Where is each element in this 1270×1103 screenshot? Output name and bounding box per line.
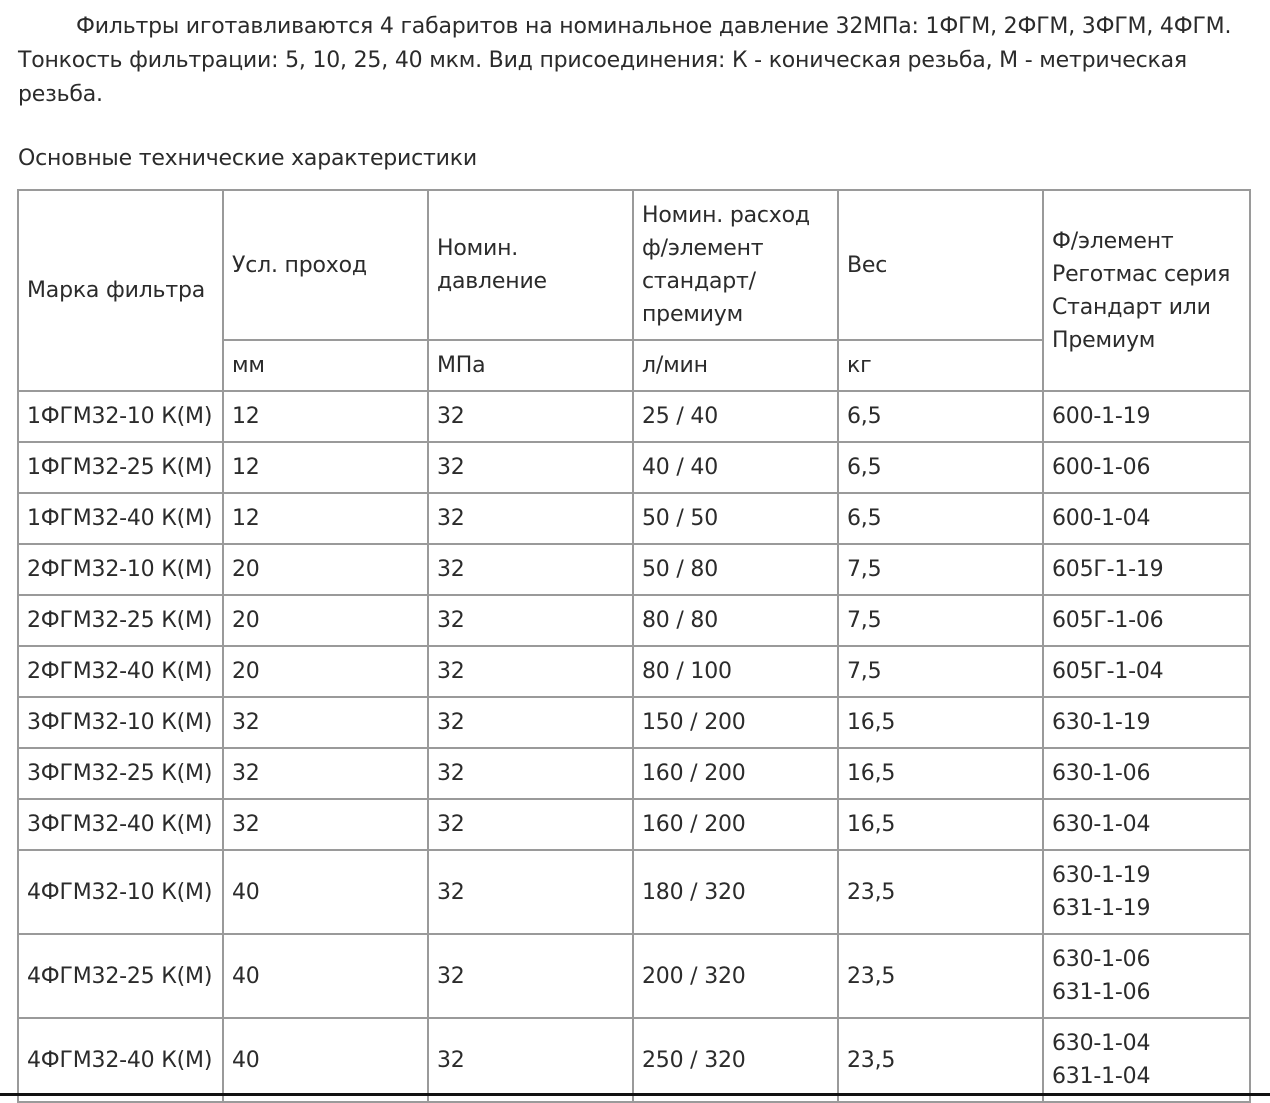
- cell-pressure: 32: [428, 697, 633, 748]
- cell-element: [1043, 442, 1250, 493]
- cell-passage: 40: [223, 850, 428, 934]
- cell-element: [1043, 1018, 1250, 1102]
- cell-brand: 2ФГМ32-10 К(М): [18, 544, 223, 595]
- cell-passage: 12: [223, 391, 428, 442]
- table-row: [18, 697, 1250, 748]
- cell-weight: 6,5: [838, 493, 1043, 544]
- element-code: 631-1-04: [1052, 1064, 1151, 1089]
- cell-brand: 3ФГМ32-25 К(М): [18, 748, 223, 799]
- intro-paragraph: Фильтры иготавливаются 4 габаритов на номинальное давление 32МПа: 1ФГМ, 2ФГМ, 3ФГМ, 4ФГМ. Тонкость фильтрации: 5, 10, 25, 40 мкм. Вид присоединения: К - коническая резьба, М - метрическая резьба.: [18, 14, 1232, 107]
- cell-weight: 6,5: [838, 391, 1043, 442]
- table-row: [18, 934, 1250, 1018]
- cell-passage: 40: [223, 934, 428, 1018]
- unit-pressure: МПа: [428, 340, 633, 391]
- cell-brand: 1ФГМ32-40 К(М): [18, 493, 223, 544]
- cell-weight: 23,5: [838, 1018, 1043, 1102]
- element-code: 630-1-04: [1052, 1031, 1151, 1056]
- element-code: 630-1-06: [1052, 947, 1151, 972]
- cell-flow: 80 / 80: [633, 595, 838, 646]
- cell-brand: 1ФГМ32-10 К(М): [18, 391, 223, 442]
- unit-flow: л/мин: [633, 340, 838, 391]
- cell-pressure: 32: [428, 748, 633, 799]
- cell-element: [1043, 748, 1250, 799]
- header-brand: Марка фильтра: [18, 190, 223, 391]
- table-row: [18, 646, 1250, 697]
- cell-passage: 32: [223, 697, 428, 748]
- cell-pressure: 32: [428, 493, 633, 544]
- element-code: 631-1-19: [1052, 896, 1151, 921]
- cell-flow: 200 / 320: [633, 934, 838, 1018]
- table-row: [18, 595, 1250, 646]
- element-code: 630-1-04: [1052, 812, 1151, 837]
- table-row: [18, 391, 1250, 442]
- cell-weight: 16,5: [838, 799, 1043, 850]
- cell-passage: 20: [223, 544, 428, 595]
- unit-passage: мм: [223, 340, 428, 391]
- table-row: [18, 799, 1250, 850]
- cell-weight: 16,5: [838, 697, 1043, 748]
- cell-element: [1043, 934, 1250, 1018]
- cell-flow: 50 / 80: [633, 544, 838, 595]
- cell-flow: 250 / 320: [633, 1018, 838, 1102]
- cell-weight: 7,5: [838, 544, 1043, 595]
- element-code: 605Г-1-04: [1052, 659, 1164, 684]
- cell-passage: 40: [223, 1018, 428, 1102]
- table-row: [18, 748, 1250, 799]
- cell-weight: 7,5: [838, 595, 1043, 646]
- cell-brand: 3ФГМ32-10 К(М): [18, 697, 223, 748]
- header-flow: Номин. расход ф/элемент стандарт/ премиум: [633, 190, 838, 340]
- cell-element: [1043, 850, 1250, 934]
- cell-pressure: 32: [428, 850, 633, 934]
- table-caption: Основные технические характеристики: [18, 146, 477, 171]
- cell-flow: 25 / 40: [633, 391, 838, 442]
- cell-brand: 2ФГМ32-40 К(М): [18, 646, 223, 697]
- cell-passage: 12: [223, 493, 428, 544]
- cell-flow: 160 / 200: [633, 799, 838, 850]
- cell-pressure: 32: [428, 595, 633, 646]
- cell-brand: 1ФГМ32-25 К(М): [18, 442, 223, 493]
- cell-flow: 180 / 320: [633, 850, 838, 934]
- table-header-row: [18, 190, 1250, 340]
- cell-pressure: 32: [428, 934, 633, 1018]
- cell-element: [1043, 595, 1250, 646]
- cell-brand: 2ФГМ32-25 К(М): [18, 595, 223, 646]
- cell-weight: 6,5: [838, 442, 1043, 493]
- element-code: 600-1-19: [1052, 404, 1151, 429]
- cell-pressure: 32: [428, 442, 633, 493]
- cell-weight: 7,5: [838, 646, 1043, 697]
- element-code: 631-1-06: [1052, 980, 1151, 1005]
- element-code: 630-1-19: [1052, 710, 1151, 735]
- cell-pressure: 32: [428, 1018, 633, 1102]
- unit-weight: кг: [838, 340, 1043, 391]
- cell-flow: 160 / 200: [633, 748, 838, 799]
- cell-weight: 16,5: [838, 748, 1043, 799]
- cell-passage: 32: [223, 799, 428, 850]
- cell-element: [1043, 697, 1250, 748]
- element-code: 630-1-19: [1052, 863, 1151, 888]
- cell-flow: 80 / 100: [633, 646, 838, 697]
- cell-weight: 23,5: [838, 934, 1043, 1018]
- cell-passage: 32: [223, 748, 428, 799]
- element-code: 600-1-06: [1052, 455, 1151, 480]
- element-code: 600-1-04: [1052, 506, 1151, 531]
- cell-pressure: 32: [428, 646, 633, 697]
- cell-brand: 4ФГМ32-25 К(М): [18, 934, 223, 1018]
- element-code: 605Г-1-19: [1052, 557, 1164, 582]
- cell-weight: 23,5: [838, 850, 1043, 934]
- cell-brand: 4ФГМ32-10 К(М): [18, 850, 223, 934]
- header-pressure: Номин. давление: [428, 190, 633, 340]
- table-row: [18, 442, 1250, 493]
- cell-brand: 4ФГМ32-40 К(М): [18, 1018, 223, 1102]
- cell-brand: 3ФГМ32-40 К(М): [18, 799, 223, 850]
- cell-pressure: 32: [428, 391, 633, 442]
- cell-passage: 12: [223, 442, 428, 493]
- cell-element: [1043, 493, 1250, 544]
- table-row: [18, 850, 1250, 934]
- table-row: [18, 493, 1250, 544]
- cell-pressure: 32: [428, 544, 633, 595]
- table-row: [18, 1018, 1250, 1102]
- element-code: 605Г-1-06: [1052, 608, 1164, 633]
- element-code: 630-1-06: [1052, 761, 1151, 786]
- header-weight: Вес: [838, 190, 1043, 340]
- header-element: Ф/элемент Реготмас серия Стандарт или Премиум: [1043, 190, 1250, 391]
- cell-pressure: 32: [428, 799, 633, 850]
- cell-element: [1043, 799, 1250, 850]
- cell-flow: 150 / 200: [633, 697, 838, 748]
- cell-passage: 20: [223, 646, 428, 697]
- cell-element: [1043, 391, 1250, 442]
- header-passage: Усл. проход: [223, 190, 428, 340]
- cell-element: [1043, 646, 1250, 697]
- cell-flow: 50 / 50: [633, 493, 838, 544]
- cell-flow: 40 / 40: [633, 442, 838, 493]
- specifications-table: [17, 189, 1251, 1103]
- cell-passage: 20: [223, 595, 428, 646]
- table-row: [18, 544, 1250, 595]
- cell-element: [1043, 544, 1250, 595]
